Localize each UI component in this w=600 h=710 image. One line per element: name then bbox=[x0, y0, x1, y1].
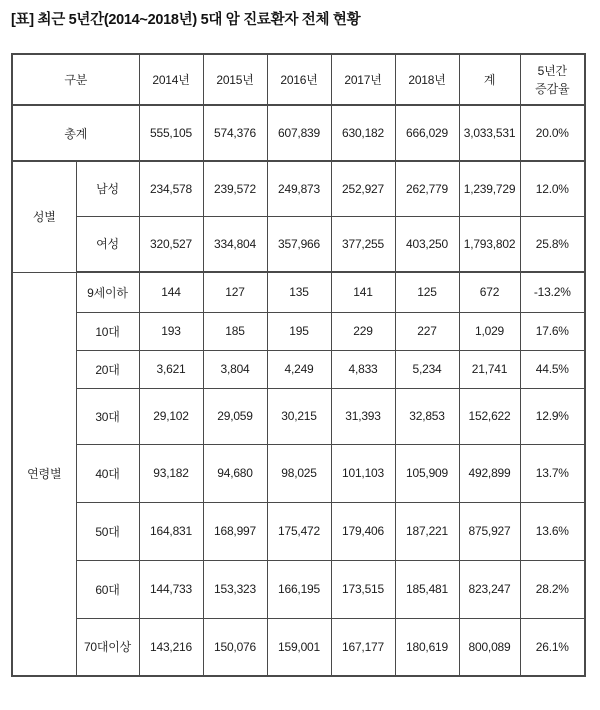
cell-value: 334,804 bbox=[203, 216, 267, 272]
cell-value: 555,105 bbox=[139, 105, 203, 161]
cell-value: 152,622 bbox=[459, 388, 520, 444]
cell-value: 93,182 bbox=[139, 444, 203, 502]
cell-value: 20.0% bbox=[520, 105, 585, 161]
cell-value: 1,239,729 bbox=[459, 161, 520, 216]
cell-value: 30,215 bbox=[267, 388, 331, 444]
cell-value: 607,839 bbox=[267, 105, 331, 161]
cell-value: 101,103 bbox=[331, 444, 395, 502]
row-label-age: 60대 bbox=[76, 560, 139, 618]
cell-value: 5,234 bbox=[395, 350, 459, 388]
cell-value: 29,059 bbox=[203, 388, 267, 444]
cell-value: 167,177 bbox=[331, 618, 395, 676]
cancer-patients-table bbox=[11, 53, 586, 677]
row-label-age: 20대 bbox=[76, 350, 139, 388]
cell-value: 262,779 bbox=[395, 161, 459, 216]
cell-value: 12.9% bbox=[520, 388, 585, 444]
table-row-age-70plus bbox=[12, 618, 585, 676]
column-header-2017: 2017년 bbox=[331, 54, 395, 105]
cell-value: 166,195 bbox=[267, 560, 331, 618]
column-header-2018: 2018년 bbox=[395, 54, 459, 105]
table-row-age-under9 bbox=[12, 272, 585, 312]
cell-value: 25.8% bbox=[520, 216, 585, 272]
cell-value: 574,376 bbox=[203, 105, 267, 161]
column-header-2014: 2014년 bbox=[139, 54, 203, 105]
cell-value: 13.6% bbox=[520, 502, 585, 560]
cell-value: 29,102 bbox=[139, 388, 203, 444]
cell-value: 150,076 bbox=[203, 618, 267, 676]
cell-value: 127 bbox=[203, 272, 267, 312]
table-row-age-20s bbox=[12, 350, 585, 388]
group-label-gender: 성별 bbox=[12, 161, 76, 272]
table-row-male bbox=[12, 161, 585, 216]
cell-value: 44.5% bbox=[520, 350, 585, 388]
cell-value: 164,831 bbox=[139, 502, 203, 560]
column-header-category: 구분 bbox=[12, 54, 139, 105]
cell-value: 823,247 bbox=[459, 560, 520, 618]
cell-value: 377,255 bbox=[331, 216, 395, 272]
column-header-2015: 2015년 bbox=[203, 54, 267, 105]
cell-value: 105,909 bbox=[395, 444, 459, 502]
cell-value: 320,527 bbox=[139, 216, 203, 272]
cell-value: 3,033,531 bbox=[459, 105, 520, 161]
cell-value: 21,741 bbox=[459, 350, 520, 388]
cell-value: 12.0% bbox=[520, 161, 585, 216]
table-row-age-30s bbox=[12, 388, 585, 444]
row-label-age: 10대 bbox=[76, 312, 139, 350]
cell-value: 229 bbox=[331, 312, 395, 350]
column-header-2016: 2016년 bbox=[267, 54, 331, 105]
page-title: [표] 최근 5년간(2014~2018년) 5대 암 진료환자 전체 현황 bbox=[11, 12, 361, 28]
group-label-age: 연령별 bbox=[12, 272, 76, 676]
table-row-age-50s bbox=[12, 502, 585, 560]
cell-value: 1,793,802 bbox=[459, 216, 520, 272]
cell-value: 185,481 bbox=[395, 560, 459, 618]
cell-value: 144 bbox=[139, 272, 203, 312]
table-row-female bbox=[12, 216, 585, 272]
cell-value: 252,927 bbox=[331, 161, 395, 216]
cell-value: 159,001 bbox=[267, 618, 331, 676]
column-header-change-line2: 증감율 bbox=[535, 81, 570, 96]
cell-value: 4,833 bbox=[331, 350, 395, 388]
cell-value: 26.1% bbox=[520, 618, 585, 676]
row-label-age: 40대 bbox=[76, 444, 139, 502]
cell-value: 31,393 bbox=[331, 388, 395, 444]
cell-value: 32,853 bbox=[395, 388, 459, 444]
cell-value: 195 bbox=[267, 312, 331, 350]
cell-value: 173,515 bbox=[331, 560, 395, 618]
cell-value: 672 bbox=[459, 272, 520, 312]
row-label-age: 50대 bbox=[76, 502, 139, 560]
cell-value: 13.7% bbox=[520, 444, 585, 502]
cell-value: 143,216 bbox=[139, 618, 203, 676]
table-row-age-40s bbox=[12, 444, 585, 502]
table-row-age-10s bbox=[12, 312, 585, 350]
cell-value: 180,619 bbox=[395, 618, 459, 676]
cell-value: 1,029 bbox=[459, 312, 520, 350]
cell-value: 403,250 bbox=[395, 216, 459, 272]
cell-value: 168,997 bbox=[203, 502, 267, 560]
cell-value: 187,221 bbox=[395, 502, 459, 560]
table-header-row bbox=[12, 54, 585, 105]
cell-value: -13.2% bbox=[520, 272, 585, 312]
column-header-change-line1: 5년간 bbox=[537, 63, 567, 78]
cell-value: 135 bbox=[267, 272, 331, 312]
cell-value: 3,621 bbox=[139, 350, 203, 388]
cell-value: 227 bbox=[395, 312, 459, 350]
cell-value: 800,089 bbox=[459, 618, 520, 676]
cell-value: 875,927 bbox=[459, 502, 520, 560]
cell-value: 17.6% bbox=[520, 312, 585, 350]
column-header-change-rate bbox=[520, 54, 585, 105]
cell-value: 239,572 bbox=[203, 161, 267, 216]
cell-value: 234,578 bbox=[139, 161, 203, 216]
row-label-age: 9세이하 bbox=[76, 272, 139, 312]
column-header-total: 계 bbox=[459, 54, 520, 105]
cell-value: 492,899 bbox=[459, 444, 520, 502]
cell-value: 175,472 bbox=[267, 502, 331, 560]
cell-value: 249,873 bbox=[267, 161, 331, 216]
row-label-age: 70대이상 bbox=[76, 618, 139, 676]
cell-value: 357,966 bbox=[267, 216, 331, 272]
cell-value: 153,323 bbox=[203, 560, 267, 618]
row-label-male: 남성 bbox=[76, 161, 139, 216]
cell-value: 28.2% bbox=[520, 560, 585, 618]
cell-value: 185 bbox=[203, 312, 267, 350]
cell-value: 179,406 bbox=[331, 502, 395, 560]
row-label-grand-total: 총계 bbox=[12, 105, 139, 161]
cell-value: 193 bbox=[139, 312, 203, 350]
table-row-grand-total bbox=[12, 105, 585, 161]
row-label-age: 30대 bbox=[76, 388, 139, 444]
cell-value: 144,733 bbox=[139, 560, 203, 618]
cell-value: 3,804 bbox=[203, 350, 267, 388]
cell-value: 98,025 bbox=[267, 444, 331, 502]
cell-value: 94,680 bbox=[203, 444, 267, 502]
table-row-age-60s bbox=[12, 560, 585, 618]
cell-value: 125 bbox=[395, 272, 459, 312]
row-label-female: 여성 bbox=[76, 216, 139, 272]
cell-value: 666,029 bbox=[395, 105, 459, 161]
cell-value: 630,182 bbox=[331, 105, 395, 161]
cell-value: 4,249 bbox=[267, 350, 331, 388]
cell-value: 141 bbox=[331, 272, 395, 312]
